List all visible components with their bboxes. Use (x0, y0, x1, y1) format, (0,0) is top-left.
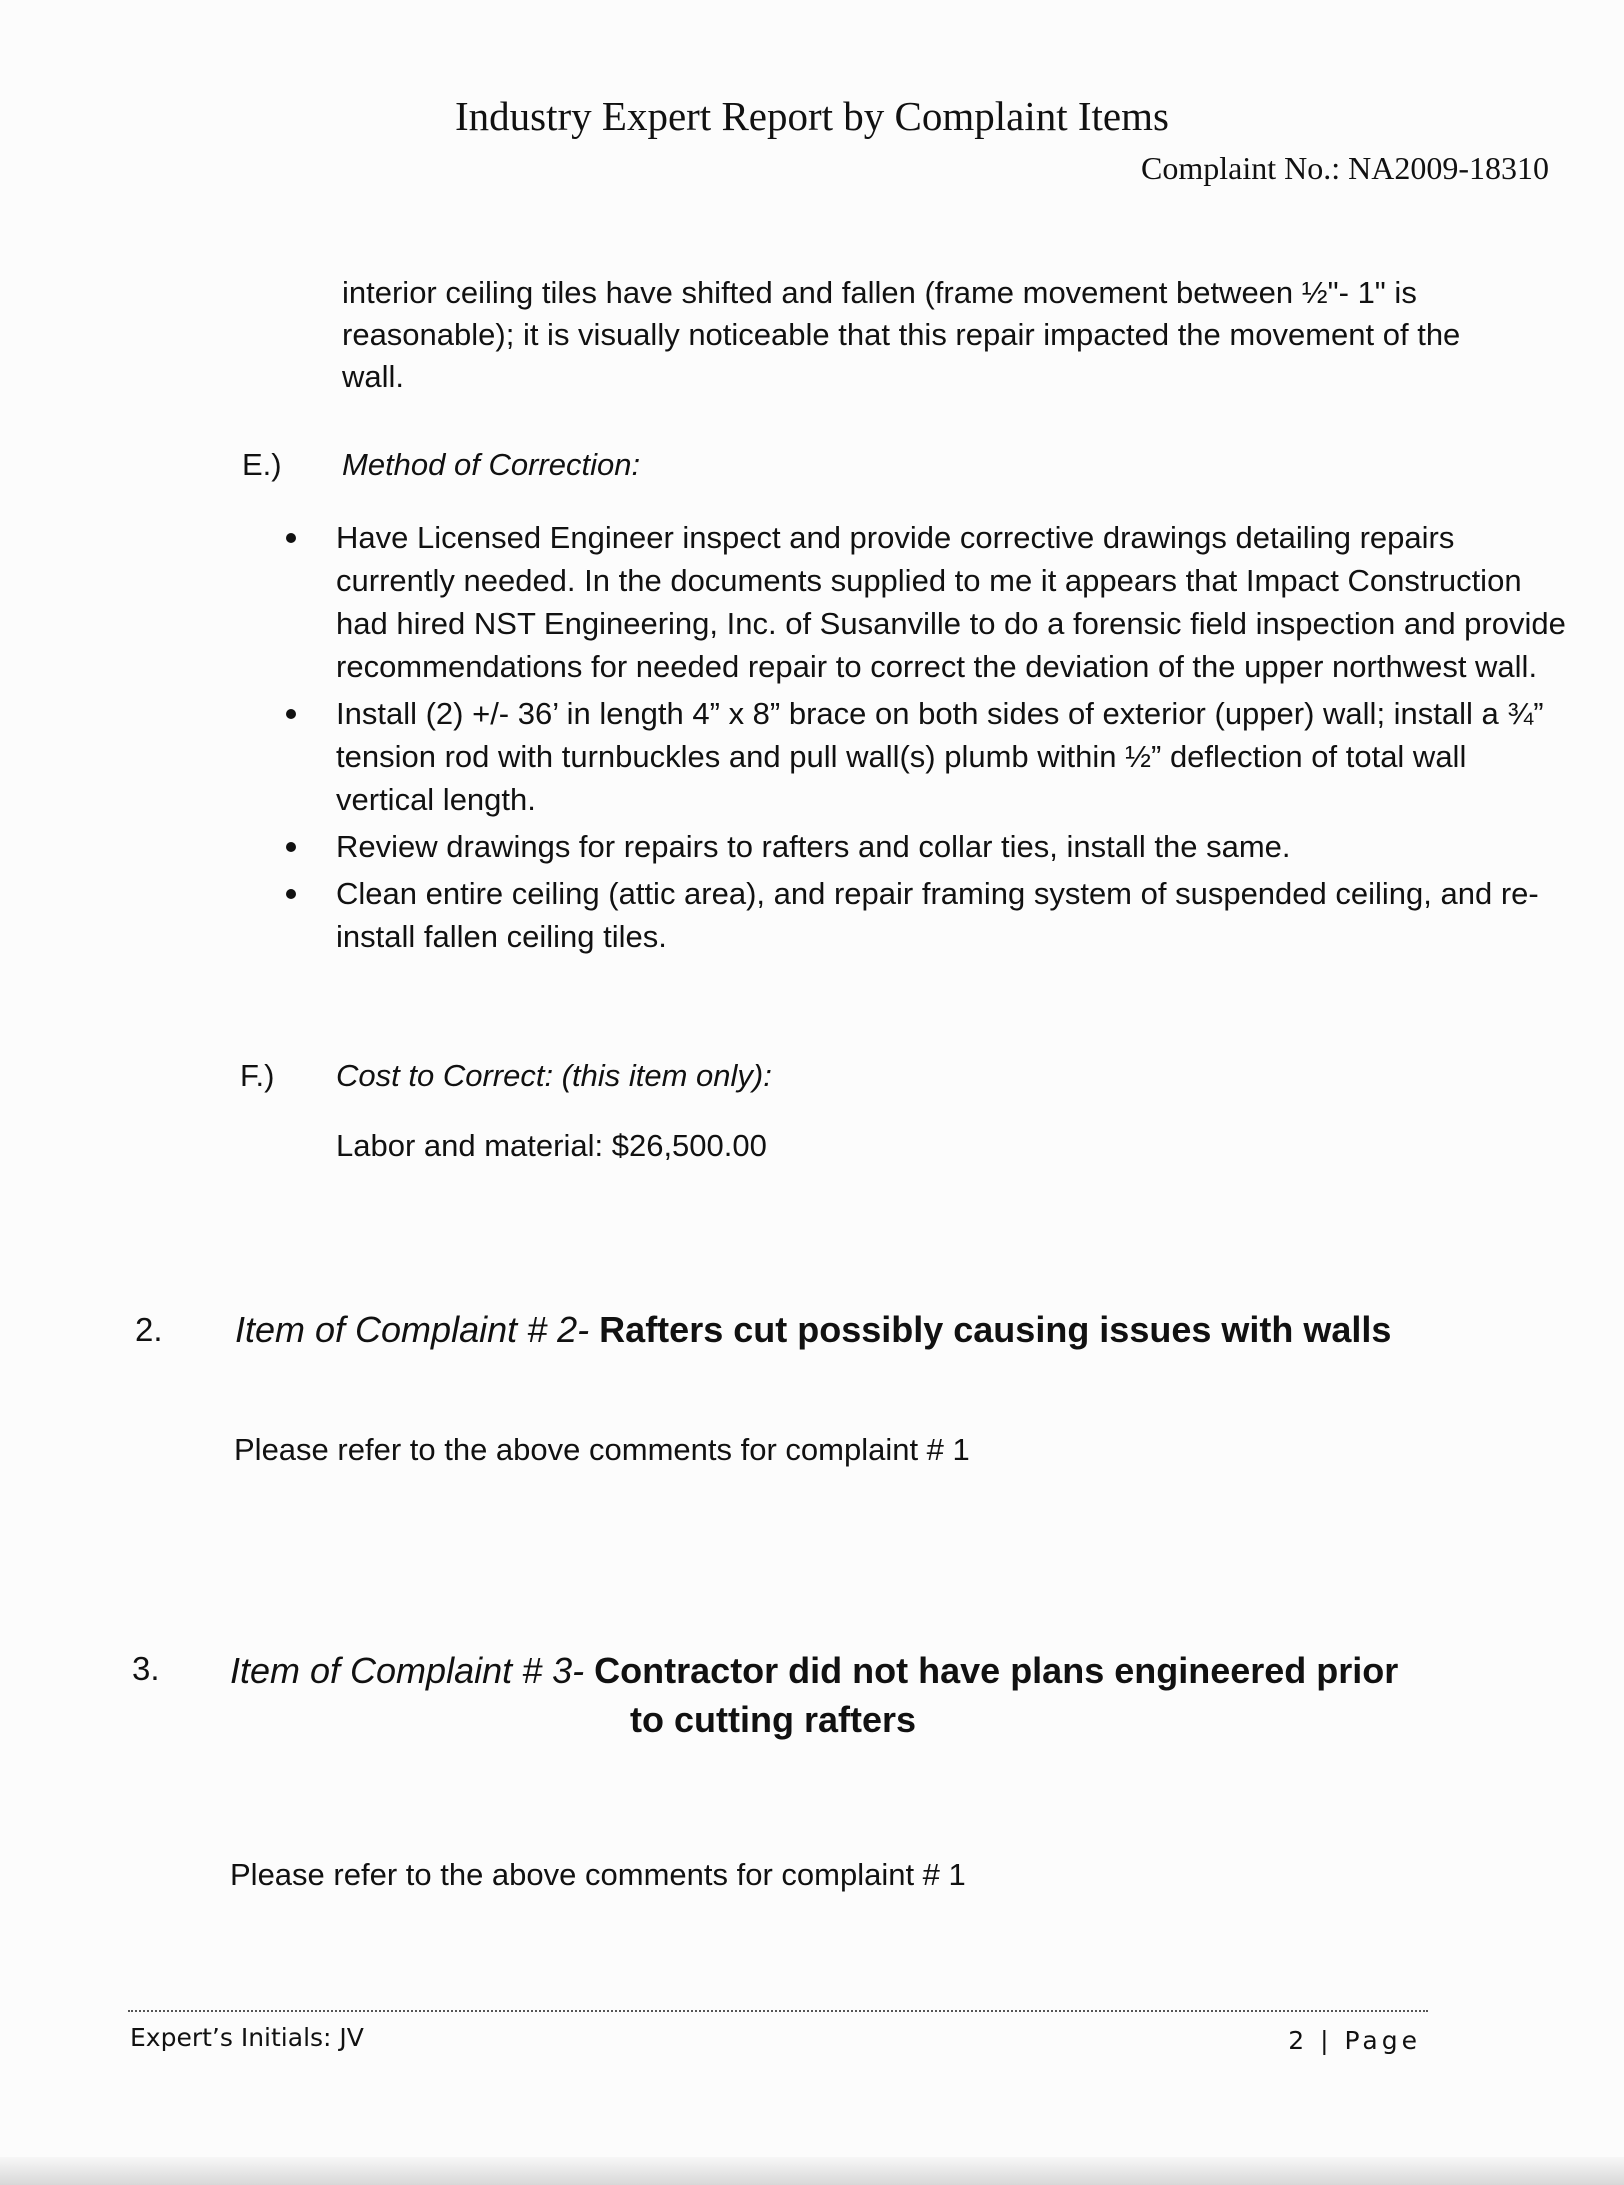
list-item (286, 825, 1571, 868)
scan-edge (0, 2157, 1624, 2185)
section-f-title: Cost to Correct: (this item only): (336, 1058, 772, 1093)
item-2-title: Rafters cut possibly causing issues with walls (599, 1309, 1392, 1350)
section-e-title: Method of Correction: (342, 447, 641, 482)
list-item (286, 692, 1571, 821)
list-item-text: Install (2) +/- 36’ in length 4” x 8” brace on both sides of exterior (upper) wall; install a ¾” tension rod with turnbuckles and pull wall(s) plumb within ½” deflection of total wall vertical length. (336, 696, 1544, 817)
complaint-number: Complaint No.: NA2009-18310 (1141, 150, 1549, 186)
cost-value: Labor and material: $26,500.00 (336, 1128, 767, 1163)
list-item (286, 516, 1571, 688)
bullet-icon (286, 709, 296, 719)
item-2-number: 2. (135, 1311, 163, 1348)
continuation-paragraph: interior ceiling tiles have shifted and fallen (frame movement between ½"- 1" is reasonable); it is visually noticeable that this repair impacted the movement of the wall. (342, 275, 1461, 394)
item-3-title-line2: to cutting rafters (630, 1699, 917, 1740)
list-item-text: Review drawings for repairs to rafters and collar ties, install the same. (336, 829, 1291, 864)
item-3-prefix: Item of Complaint # 3- (230, 1650, 585, 1691)
bullet-icon (286, 842, 296, 852)
bullet-icon (286, 889, 296, 899)
expert-initials: Expert’s Initials: JV (130, 2023, 364, 2052)
list-item-text: Clean entire ceiling (attic area), and repair framing system of suspended ceiling, and re-install fallen ceiling tiles. (336, 876, 1539, 954)
item-3-title-line1: Contractor did not have plans engineered prior (594, 1650, 1399, 1691)
list-item-text: Have Licensed Engineer inspect and provide corrective drawings detailing repairs currently needed. In the documents supplied to me it appears that Impact Construction had hired NST Engineering, Inc. of Susanville to do a forensic field inspection and provide recommendations for needed repair to correct the deviation of the upper northwest wall. (336, 520, 1566, 684)
page-title: Industry Expert Report by Complaint Items (455, 93, 1169, 139)
correction-list (286, 516, 1571, 962)
item-3-number: 3. (132, 1650, 160, 1687)
item-2-note: Please refer to the above comments for complaint # 1 (234, 1432, 970, 1467)
item-3-note: Please refer to the above comments for complaint # 1 (230, 1857, 966, 1892)
item-3-heading (230, 1646, 1530, 1695)
page-number: 2 | Page (1288, 2026, 1421, 2055)
footer-divider (128, 2010, 1428, 2012)
section-f-label: F.) (240, 1058, 275, 1093)
list-item (286, 872, 1571, 958)
item-2-prefix: Item of Complaint # 2- (235, 1309, 590, 1350)
item-2-heading (235, 1305, 1535, 1354)
bullet-icon (286, 533, 296, 543)
section-e-label: E.) (242, 447, 282, 482)
